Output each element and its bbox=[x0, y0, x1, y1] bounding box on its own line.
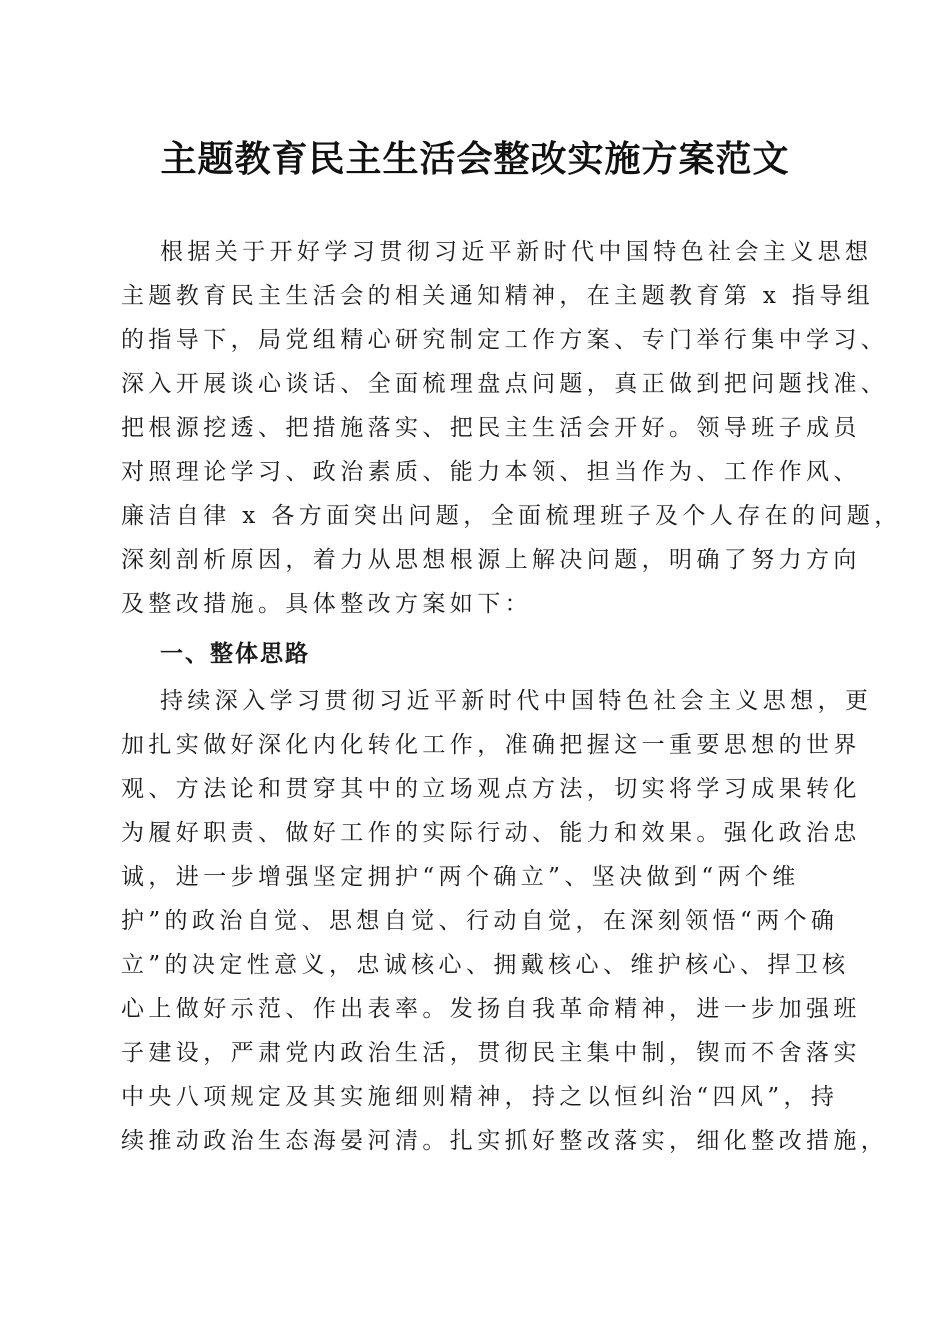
paragraph-line: 主题教育民主生活会的相关通知精神，在主题教育第 x 指导组 bbox=[121, 283, 875, 309]
paragraph-line: 廉洁自律 x 各方面突出问题，全面梳理班子及个人存在的问题， bbox=[121, 503, 902, 529]
paragraph-line: 诚，进一步增强坚定拥护“两个确立”、坚决做到“两个维 bbox=[121, 864, 800, 890]
paragraph-line: 及整改措施。具体整改方案如下： bbox=[121, 591, 532, 617]
paragraph-line: 根据关于开好学习贯彻习近平新时代中国特色社会主义思想 bbox=[160, 239, 873, 265]
paragraph-line: 把根源挖透、把措施落实、把民主生活会开好。领导班子成员 bbox=[121, 415, 861, 441]
paragraph-line: 持续深入学习贯彻习近平新时代中国特色社会主义思想，更 bbox=[160, 688, 873, 714]
paragraph-line: 为履好职责、做好工作的实际行动、能力和效果。强化政治忠 bbox=[121, 820, 861, 846]
paragraph-line: 深入开展谈心谈话、全面梳理盘点问题，真正做到把问题找准、 bbox=[121, 371, 889, 397]
section-heading: 一、整体思路 bbox=[160, 641, 310, 667]
paragraph-line: 中央八项规定及其实施细则精神，持之以恒纠治“四风”，持 bbox=[121, 1084, 839, 1110]
paragraph-line: 对照理论学习、政治素质、能力本领、担当作为、工作作风、 bbox=[121, 459, 861, 485]
document-title: 主题教育民主生活会整改实施方案范文 bbox=[160, 138, 790, 180]
paragraph-line: 立”的决定性意义，忠诚核心、拥戴核心、维护核心、捍卫核 bbox=[121, 952, 850, 978]
paragraph-line: 深刻剖析原因，着力从思想根源上解决问题，明确了努力方向 bbox=[121, 547, 861, 573]
paragraph-line: 观、方法论和贯穿其中的立场观点方法，切实将学习成果转化 bbox=[121, 776, 861, 802]
paragraph-line: 的指导下，局党组精心研究制定工作方案、专门举行集中学习、 bbox=[121, 327, 889, 353]
paragraph-line: 加扎实做好深化内化转化工作，准确把握这一重要思想的世界 bbox=[121, 732, 861, 758]
paragraph-line: 心上做好示范、作出表率。发扬自我革命精神，进一步加强班 bbox=[121, 996, 861, 1022]
paragraph-line: 续推动政治生态海晏河清。扎实抓好整改落实，细化整改措施， bbox=[121, 1128, 889, 1154]
paragraph-line: 护”的政治自觉、思想自觉、行动自觉，在深刻领悟“两个确 bbox=[121, 908, 839, 934]
paragraph-line: 子建设，严肃党内政治生活，贯彻民主集中制，锲而不舍落实 bbox=[121, 1040, 861, 1066]
